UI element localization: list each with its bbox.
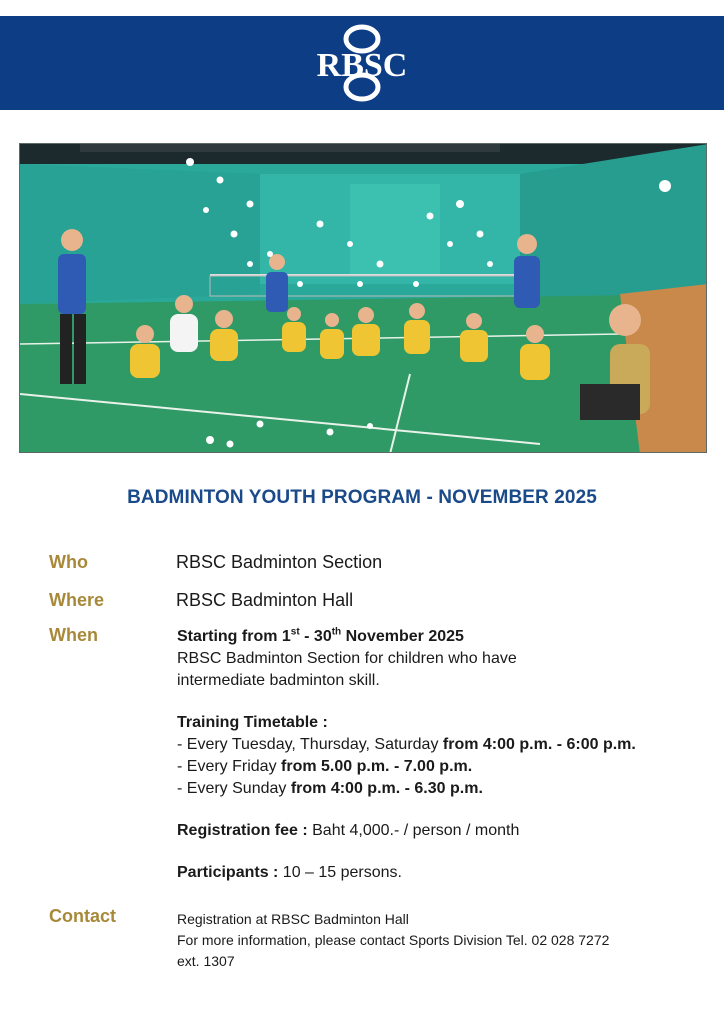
participants: Participants : 10 – 15 persons. [177,864,402,881]
date-range: Starting from 1st - 30th November 2025 [177,626,464,645]
where-label: Where [49,590,105,610]
when-label: When [49,625,98,645]
hero-photo [19,143,707,453]
registration-fee: Registration fee : Baht 4,000.- / person / month [177,822,520,839]
header-banner [0,16,724,110]
schedule-row: - Every Friday from 5.00 p.m. - 7.00 p.m. [177,758,473,775]
contact-details [177,909,697,972]
when-details [177,626,697,884]
program-description-2: intermediate badminton skill. [177,672,380,689]
who-label: Who [49,552,88,572]
logo-text: RBSC [316,47,408,84]
contact-label: Contact [49,906,116,926]
page-title: BADMINTON YOUTH PROGRAM - NOVEMBER 2025 [127,487,597,508]
rbsc-logo-icon [314,21,410,105]
schedule-row: - Every Tuesday, Thursday, Saturday from 4:00 p.m. - 6:00 p.m. [177,736,636,753]
contact-line: ext. 1307 [177,953,235,969]
timetable-label: Training Timetable : [177,714,328,731]
top-strip [0,0,724,16]
schedule-row: - Every Sunday from 4:00 p.m. - 6.30 p.m. [177,780,483,797]
contact-line: Registration at RBSC Badminton Hall [177,911,409,927]
program-description-1: RBSC Badminton Section for children who have [177,650,517,667]
who-value: RBSC Badminton Section [176,552,383,572]
where-value: RBSC Badminton Hall [176,590,354,610]
contact-line: For more information, please contact Sports Division Tel. 02 028 7272 [177,932,610,948]
